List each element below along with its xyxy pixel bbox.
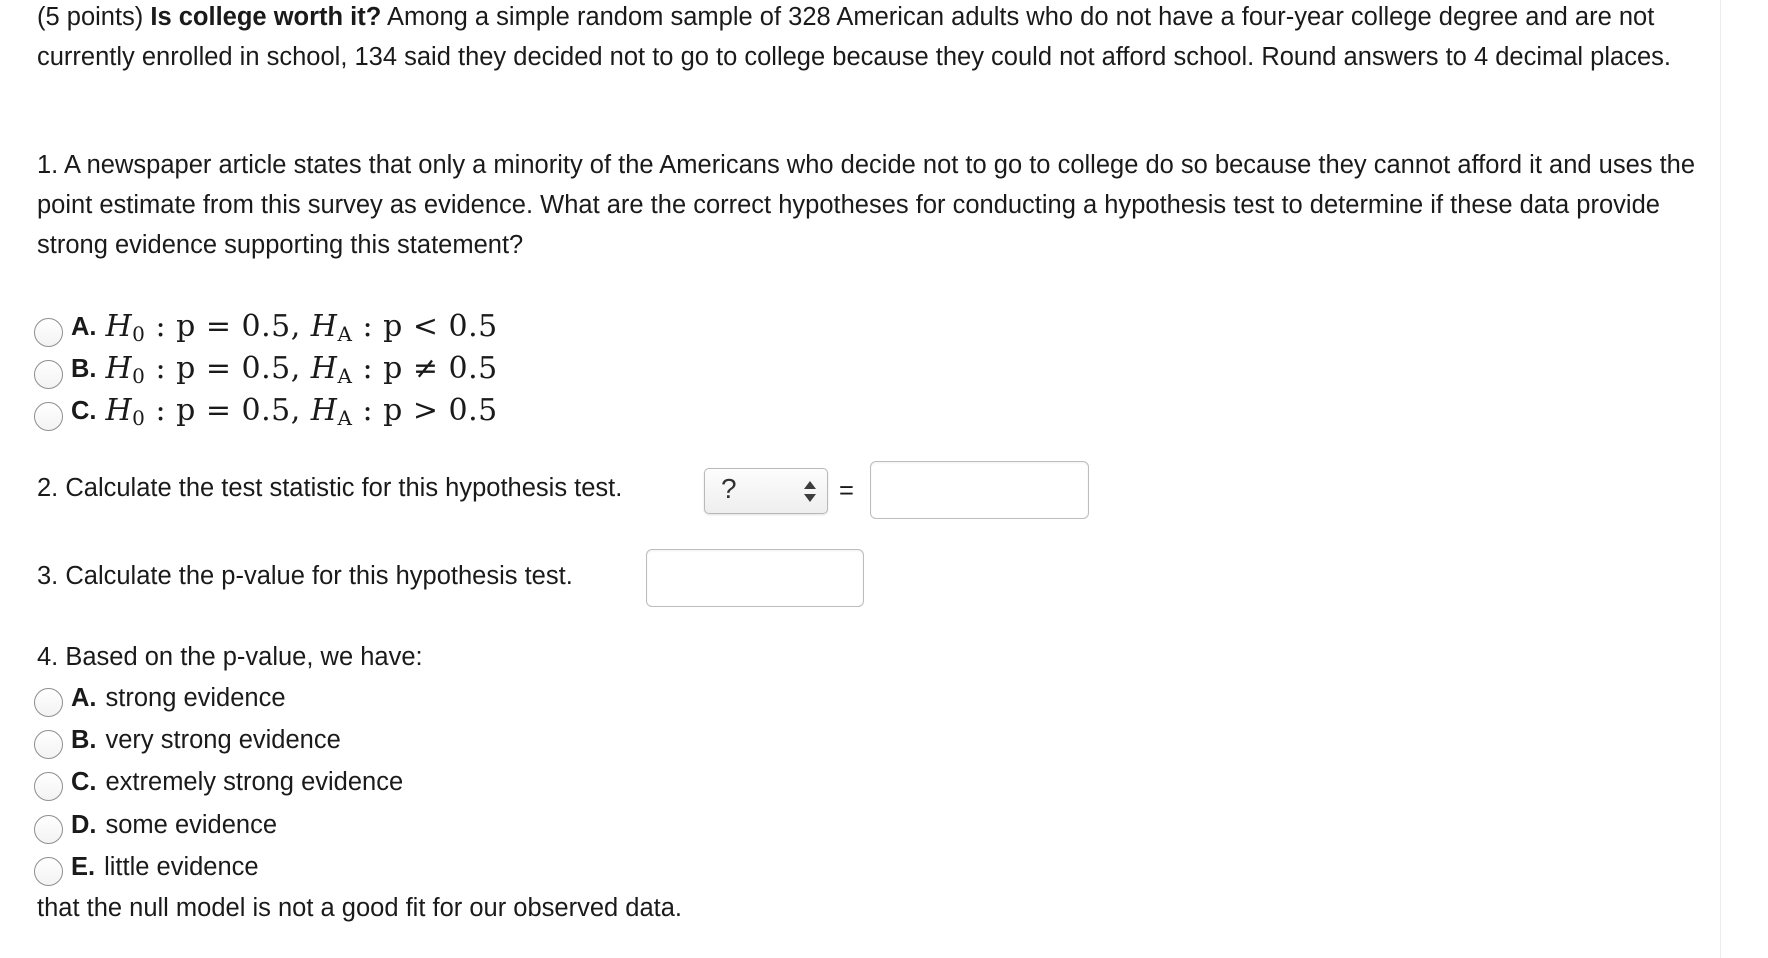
option-letter: C. [71, 396, 97, 425]
option-letter: E. [71, 852, 96, 881]
points-label: (5 points) [37, 3, 144, 31]
option-letter: C. [71, 768, 97, 797]
hypothesis-option-b[interactable] [34, 348, 498, 390]
question-2-text: 2. Calculate the test statistic for this hypothesis test. [37, 474, 623, 502]
hypothesis-option-b-radio[interactable] [34, 360, 63, 389]
hypothesis-equation-b: $H_0$ : p = 0.5, $H_A$ : p ≠ 0.5 [105, 350, 498, 388]
hypothesis-equation-a: $H_0$ : p = 0.5, $H_A$ : p < 0.5 [105, 308, 498, 346]
hypothesis-option-c-radio[interactable] [34, 402, 63, 431]
evidence-options [34, 677, 403, 888]
evidence-option-b[interactable] [34, 719, 403, 761]
question-panel [10, 0, 1721, 958]
test-statistic-input[interactable] [870, 461, 1089, 519]
evidence-option-c-radio[interactable] [34, 772, 63, 801]
hypothesis-option-a[interactable] [34, 306, 498, 348]
p-value-input[interactable] [646, 549, 864, 607]
evidence-option-d[interactable] [34, 804, 403, 846]
hypothesis-equation-c: $H_0$ : p = 0.5, $H_A$ : p > 0.5 [105, 392, 498, 430]
option-text: some evidence [105, 810, 278, 839]
evidence-option-e-radio[interactable] [34, 857, 63, 886]
select-selected-value: ? [721, 473, 737, 504]
evidence-option-a-radio[interactable] [34, 688, 63, 717]
option-text: little evidence [104, 852, 259, 881]
select-arrows-icon [801, 477, 819, 507]
test-statistic-type-select[interactable] [704, 468, 828, 514]
hypothesis-option-c[interactable] [34, 390, 498, 432]
evidence-option-c[interactable] [34, 762, 403, 804]
problem-body: Among a simple random sample of 328 American adults who do not have a four-year college degree and are not currently enrolled in school, 134 said they decided not to go to college because they could not afford school. Round answers to 4 decimal places. [37, 3, 1671, 71]
option-letter: A. [71, 312, 97, 341]
hypothesis-options [34, 306, 498, 432]
option-text: strong evidence [105, 683, 286, 712]
question-4-closing-text: that the null model is not a good fit for our observed data. [37, 894, 682, 922]
hypothesis-option-a-radio[interactable] [34, 318, 63, 347]
question-3-text: 3. Calculate the p-value for this hypothesis test. [37, 562, 573, 590]
evidence-option-d-radio[interactable] [34, 815, 63, 844]
option-letter: B. [71, 354, 97, 383]
question-1-text: 1. A newspaper article states that only a minority of the Americans who decide not to go to college do so because they cannot afford it and uses the point estimate from this survey as evidence. What are the correct hypotheses for conducting a hypothesis test to determine if these data provide strong evidence supporting this statement? [37, 151, 1696, 259]
evidence-option-b-radio[interactable] [34, 730, 63, 759]
option-letter: A. [71, 683, 97, 712]
problem-intro [37, 0, 1717, 77]
evidence-option-a[interactable] [34, 677, 403, 719]
option-text: very strong evidence [105, 725, 341, 754]
option-letter: B. [71, 725, 97, 754]
question-4-text: 4. Based on the p-value, we have: [37, 643, 423, 671]
option-letter: D. [71, 810, 97, 839]
equals-sign: = [839, 477, 854, 505]
problem-title: Is college worth it? [150, 3, 382, 31]
evidence-option-e[interactable] [34, 846, 403, 888]
option-text: extremely strong evidence [105, 768, 404, 797]
